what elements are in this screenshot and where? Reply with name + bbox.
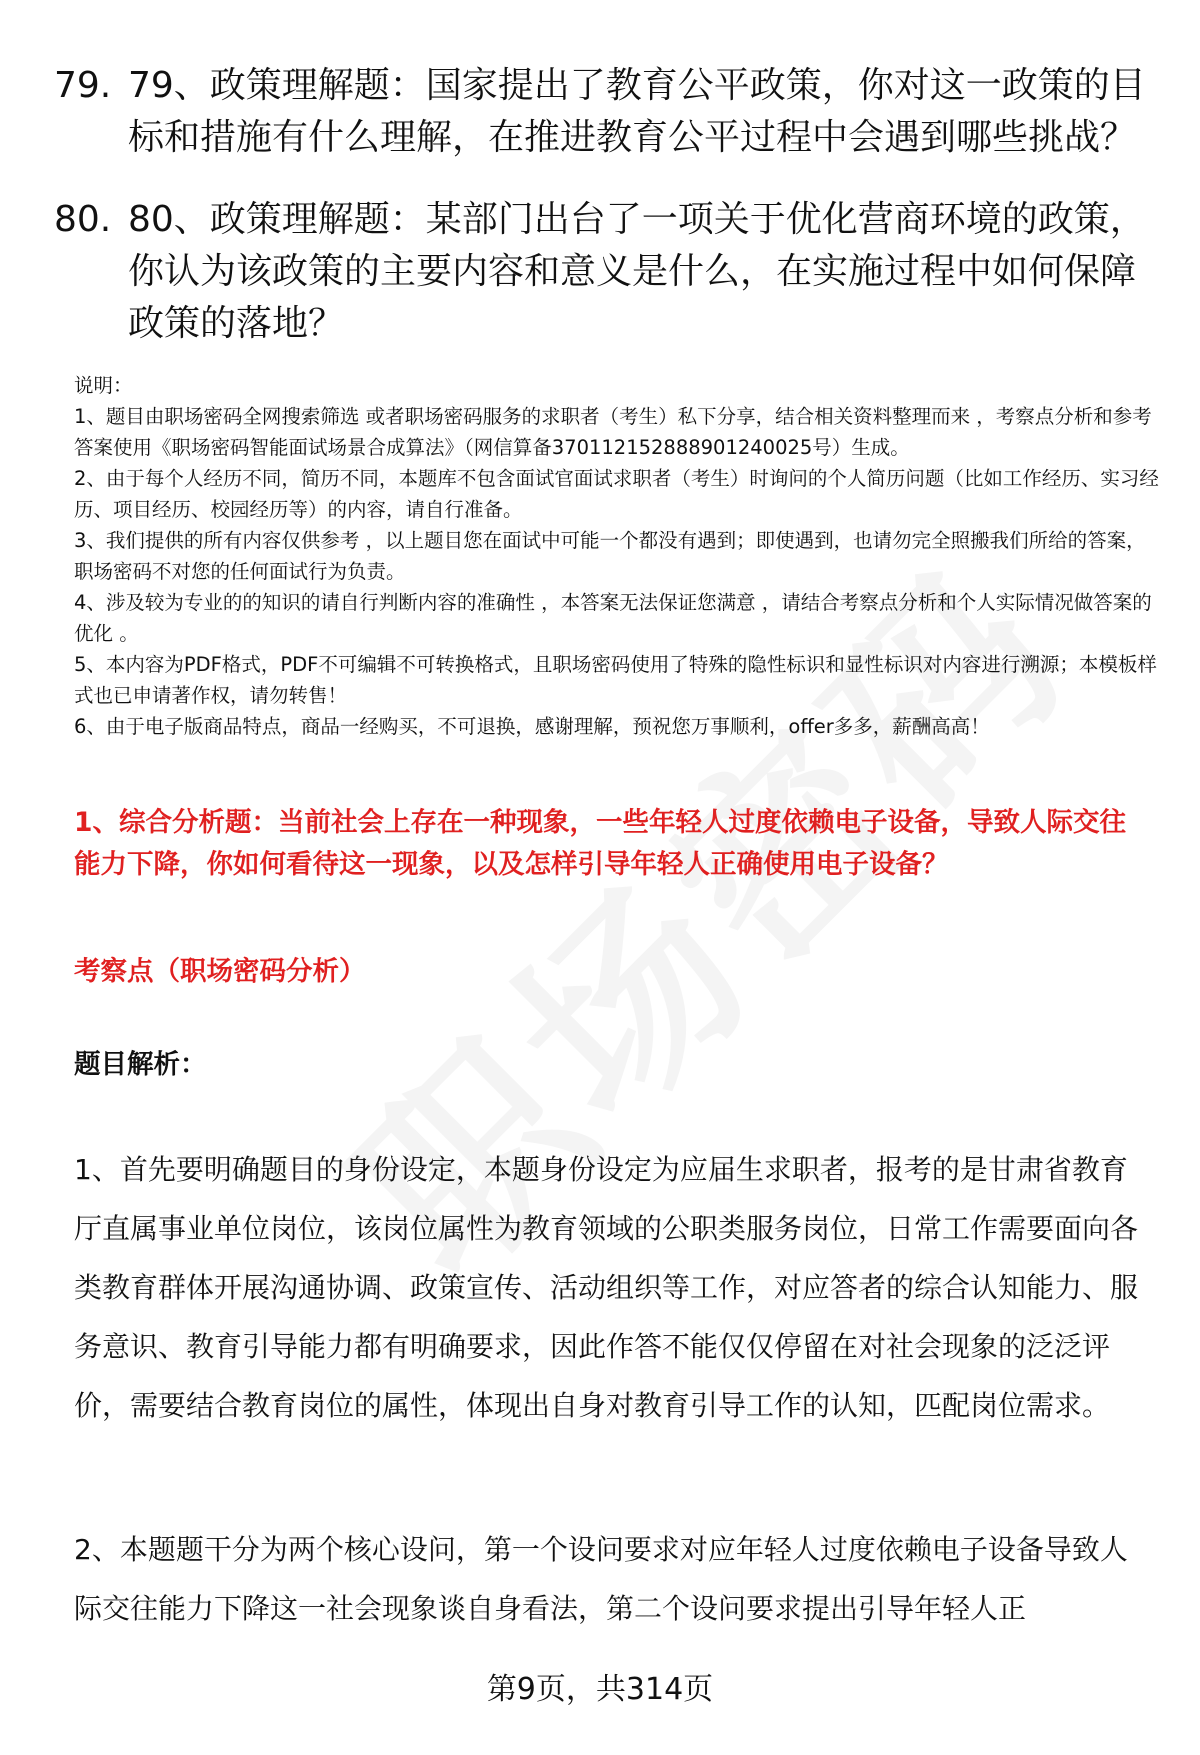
note-item: 4、涉及较为专业的的知识的请自行判断内容的准确性 ，本答案无法保证您满意 ，请结合考察点分析和个人实际情况做答案的优化 。	[74, 591, 1152, 645]
notes-heading: 说明：	[74, 374, 133, 397]
note-item: 1、题目由职场密码全网搜索筛选 或者职场密码服务的求职者（考生）私下分享，结合相关资料整理而来 ，考察点分析和参考答案使用《职场密码智能面试场景合成算法》（网信算备370112152888901240025号）生成。	[74, 405, 1152, 459]
note-item: 2、由于每个人经历不同，简历不同，本题库不包含面试官面试求职者（考生）时询问的个人简历问题（比如工作经历、实习经历、项目经历、校园经历等）的内容，请自行准备。	[74, 467, 1159, 521]
question-number: 79.	[54, 65, 112, 106]
note-item: 5、本内容为PDF格式，PDF不可编辑不可转换格式，且职场密码使用了特殊的隐性标识和显性标识对内容进行溯源；本模板样式也已申请著作权，请勿转售！	[74, 653, 1157, 707]
analysis-paragraph: 2、本题题干分为两个核心设问，第一个设问要求对应年轻人过度依赖电子设备导致人际交往能力下降这一社会现象谈自身看法，第二个设问要求提出引导年轻人正	[74, 1533, 1128, 1625]
question-text: 79、政策理解题：国家提出了教育公平政策，你对这一政策的目标和措施有什么理解，在推进教育公平过程中会遇到哪些挑战？	[128, 65, 1146, 158]
analysis-heading: 题目解析：	[74, 1049, 207, 1080]
question-text: 80、政策理解题：某部门出台了一项关于优化营商环境的政策，你认为该政策的主要内容和意义是什么，在实施过程中如何保障政策的落地？	[128, 199, 1146, 344]
analysis-paragraph: 1、首先要明确题目的身份设定，本题身份设定为应届生求职者，报考的是甘肃省教育厅直属事业单位岗位，该岗位属性为教育领域的公职类服务岗位，日常工作需要面向各类教育群体开展沟通协调、政策宣传、活动组织等工作，对应答者的综合认知能力、服务意识、教育引导能力都有明确要求，因此作答不能仅仅停留在对社会现象的泛泛评价，需要结合教育岗位的属性，体现出自身对教育引导工作的认知，匹配岗位需求。	[74, 1153, 1139, 1422]
note-item: 6、由于电子版商品特点，商品一经购买，不可退换，感谢理解，预祝您万事顺利，offer多多，薪酬高高！	[74, 715, 990, 738]
note-item: 3、我们提供的所有内容仅供参考 ，以上题目您在面试中可能一个都没有遇到；即使遇到，也请勿完全照搬我们所给的答案，职场密码不对您的任何面试行为负责。	[74, 529, 1146, 583]
page-footer: 第9页，共314页	[486, 1672, 714, 1707]
section-question-title: 1、综合分析题：当前社会上存在一种现象，一些年轻人过度依赖电子设备，导致人际交往能力下降，你如何看待这一现象，以及怎样引导年轻人正确使用电子设备？	[74, 807, 1126, 880]
notes-block	[74, 370, 1162, 742]
question-number: 80.	[54, 199, 112, 240]
exam-point-heading: 考察点（职场密码分析）	[74, 956, 366, 987]
